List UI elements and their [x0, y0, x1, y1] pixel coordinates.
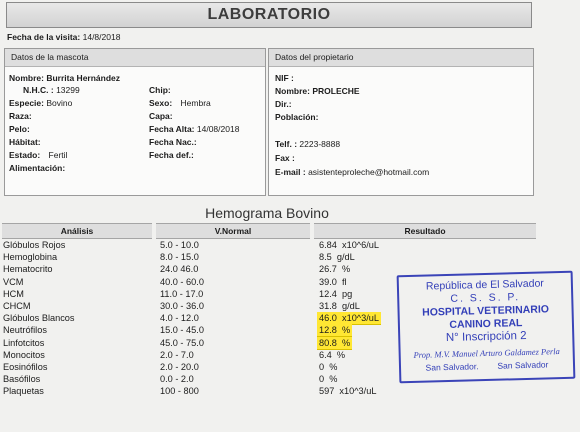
pet-state-label: Estado:: [9, 150, 41, 160]
visit-date-value: 14/8/2018: [82, 32, 121, 42]
cell-analisis: Linfotcitos: [3, 337, 45, 348]
cell-analisis: Basófilos: [3, 374, 41, 385]
cell-normal: 45.0 - 75.0: [160, 337, 204, 348]
owner-nif-label: NIF :: [275, 73, 294, 83]
pet-habitat-label: Hábitat:: [9, 137, 41, 147]
pet-name-value: Burrita Hernández: [46, 73, 121, 83]
pet-death-date-label: Fecha def.:: [149, 150, 194, 160]
owner-fax-label: Fax :: [275, 153, 295, 163]
cell-analisis: Eosinófilos: [3, 362, 48, 372]
stamp-line-2: C. S. S. P.: [450, 291, 521, 305]
pet-nhc-value: 13299: [56, 85, 80, 95]
visit-date: [7, 32, 120, 42]
cell-normal: 30.0 - 36.0: [160, 301, 204, 311]
col-head-analisis: Análisis: [2, 223, 152, 239]
cell-analisis: Hemoglobina: [3, 252, 58, 263]
pet-reg-date-value: 14/08/2018: [196, 124, 240, 134]
owner-phone-value: 2223-8888: [299, 139, 341, 149]
page-title: LABORATORIO: [207, 6, 331, 23]
pet-sex-field: [149, 98, 211, 108]
stamp-line-5: N° Inscripción 2: [445, 329, 527, 345]
owner-panel-title: Datos del propietario: [269, 49, 533, 67]
cell-resultado: 0 %: [319, 374, 338, 385]
cell-resultado: 39.0 fl: [319, 276, 347, 287]
cell-normal: 5.0 - 10.0: [160, 240, 199, 250]
cell-resultado: 26.7 %: [319, 264, 351, 275]
cell-normal: 4.0 - 12.0: [160, 313, 199, 324]
cell-analisis: Plaquetas: [3, 386, 44, 397]
cell-resultado: 31.8 g/dL: [319, 301, 360, 311]
stamp-line-1: República de El Salvador: [425, 277, 544, 293]
header-bar: [6, 2, 532, 28]
cell-normal: 100 - 800: [160, 386, 199, 397]
pet-reg-date-field: [149, 124, 239, 134]
cell-analisis: Monocitos: [3, 349, 45, 360]
pet-name-label: Nombre:: [9, 73, 44, 83]
cell-analisis: Hematocrito: [3, 264, 53, 275]
cell-normal: 8.0 - 15.0: [160, 252, 199, 263]
cell-resultado: 6.84 x10^6/uL: [319, 240, 379, 250]
cell-normal: 40.0 - 60.0: [160, 276, 204, 287]
hospital-stamp: [397, 271, 576, 384]
pet-state-field: [9, 150, 67, 160]
owner-phone-field: [275, 139, 340, 149]
cell-resultado-highlighted: 12.8 %: [319, 325, 351, 336]
owner-email-field: [275, 167, 429, 177]
pet-name-field: [9, 73, 120, 83]
cell-analisis: Neutrófilos: [3, 325, 47, 336]
cell-analisis: CHCM: [3, 301, 31, 311]
pet-sex-value: Hembra: [180, 98, 211, 108]
cell-analisis: Glóbulos Rojos: [3, 240, 66, 250]
cell-resultado: 8.5 g/dL: [319, 252, 355, 263]
col-head-normal: V.Normal: [156, 223, 310, 239]
cell-resultado-highlighted: 80.8 %: [319, 337, 351, 348]
pet-nhc-field: [9, 85, 80, 95]
owner-phone-label: Telf. :: [275, 139, 298, 149]
cell-normal: 11.0 - 17.0: [160, 288, 204, 299]
pet-coat-label: Capa:: [149, 111, 173, 121]
pet-nhc-label: N.H.C. :: [23, 85, 54, 95]
cell-resultado: 12.4 pg: [319, 288, 353, 299]
pet-panel: [4, 48, 266, 196]
cell-resultado-highlighted: 46.0 x10^3/uL: [319, 313, 379, 324]
stamp-line-3: HOSPITAL VETERINARIO: [422, 303, 550, 319]
pet-species-field: [9, 98, 72, 108]
visit-date-label: Fecha de la visita:: [7, 32, 81, 42]
cell-normal: 2.0 - 7.0: [160, 349, 194, 360]
cell-resultado: 597 x10^3/uL: [319, 386, 377, 397]
owner-email-label: E-mail :: [275, 167, 306, 177]
pet-chip-label: Chip:: [149, 85, 171, 95]
cell-normal: 2.0 - 20.0: [160, 362, 199, 372]
stamp-line-4: CANINO REAL: [449, 317, 523, 331]
cell-normal: 15.0 - 45.0: [160, 325, 204, 336]
pet-species-label: Especie:: [9, 98, 44, 108]
pet-breed-label: Raza:: [9, 111, 32, 121]
stamp-line-6: Prop. M.V. Manuel Arturo Galdamez Perla: [413, 346, 560, 360]
pet-food-label: Alimentación:: [9, 163, 66, 173]
owner-name-value: PROLECHE: [312, 86, 360, 96]
cell-analisis: HCM: [3, 288, 24, 299]
owner-address-label: Dir.:: [275, 99, 292, 109]
table-row: [0, 239, 540, 251]
pet-panel-title: Datos de la mascota: [5, 49, 265, 67]
cell-resultado: 0 %: [319, 362, 338, 372]
owner-town-label: Población:: [275, 112, 319, 122]
cell-normal: 24.0 46.0: [160, 264, 199, 275]
col-head-resultado: Resultado: [314, 223, 536, 239]
cell-resultado: 6.4 %: [319, 349, 346, 360]
cell-normal: 0.0 - 2.0: [160, 374, 194, 385]
owner-name-field: [275, 86, 360, 96]
cell-analisis: Glóbulos Blancos: [3, 313, 75, 324]
pet-hair-label: Pelo:: [9, 124, 30, 134]
stamp-line-7: San Salvador. San Salvador: [425, 359, 549, 373]
pet-sex-label: Sexo:: [149, 98, 173, 108]
hemograma-title: Hemograma Bovino: [205, 205, 329, 221]
pet-reg-date-label: Fecha Alta:: [149, 124, 195, 134]
owner-email-value: asistenteproleche@hotmail.com: [308, 167, 430, 177]
table-row: [0, 385, 540, 397]
pet-species-value: Bovino: [46, 98, 73, 108]
pet-state-value: Fertil: [48, 150, 68, 160]
pet-birth-date-label: Fecha Nac.:: [149, 137, 197, 147]
cell-analisis: VCM: [3, 276, 24, 287]
table-row: [0, 251, 540, 263]
owner-panel: [268, 48, 534, 196]
owner-name-label: Nombre:: [275, 86, 310, 96]
